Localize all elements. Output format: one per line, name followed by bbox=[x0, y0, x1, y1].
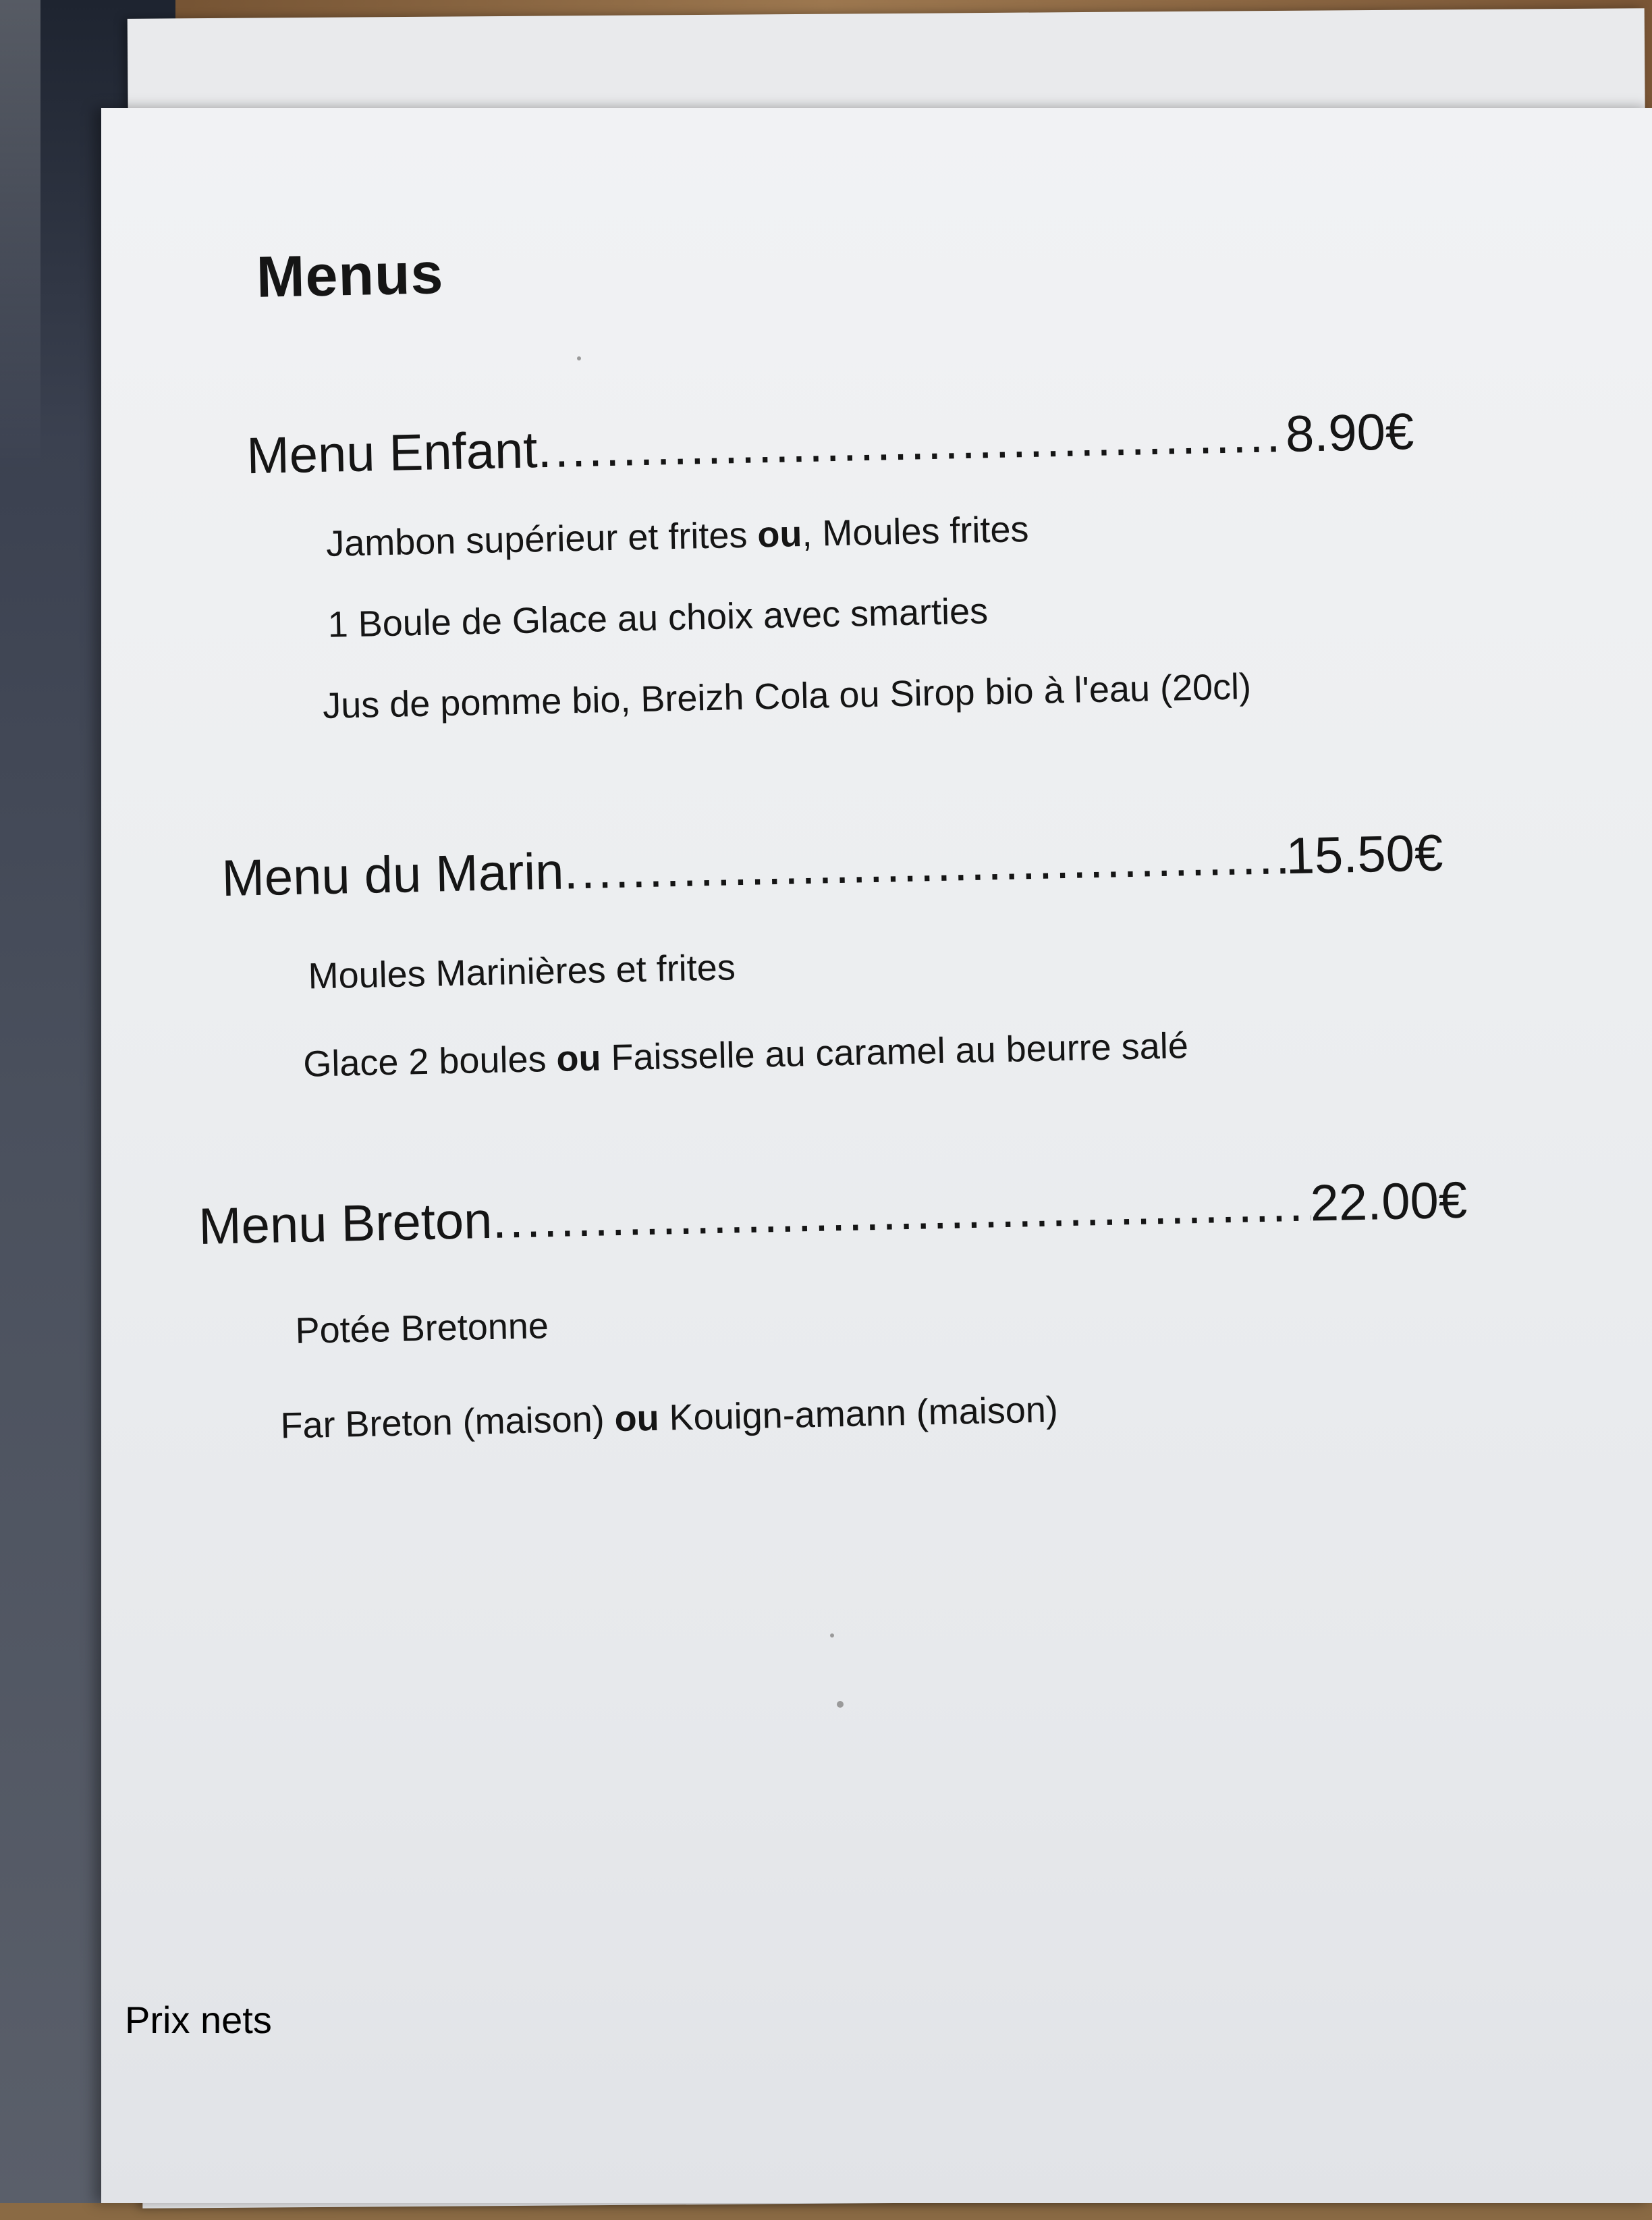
footer-note: Prix nets bbox=[125, 1999, 272, 2041]
page-title: Menus bbox=[255, 241, 445, 310]
menu-name: Menu Breton bbox=[198, 1191, 493, 1256]
menu-item: Jambon supérieur et frites ou, Moules frites bbox=[325, 509, 1030, 564]
menu-marin-header bbox=[221, 823, 1443, 908]
menu-item: Far Breton (maison) ou Kouign-amann (maison) bbox=[279, 1389, 1059, 1446]
menu-breton-header bbox=[198, 1171, 1467, 1256]
menu-price: 8.90€ bbox=[1285, 403, 1414, 464]
menu-item: Moules Marinières et frites bbox=[307, 947, 736, 997]
menu-item: 1 Boule de Glace au choix avec smarties bbox=[327, 591, 989, 645]
paper-speck bbox=[837, 1701, 844, 1708]
menu-item: Jus de pomme bio, Breizh Cola ou Sirop bio à l'eau (20cl) bbox=[322, 666, 1252, 726]
leader-dots bbox=[536, 405, 1286, 479]
menu-price: 15.50€ bbox=[1285, 824, 1444, 886]
menu-enfant-header bbox=[246, 402, 1414, 485]
leader-dots bbox=[492, 1174, 1311, 1250]
leader-dots bbox=[563, 827, 1286, 900]
paper-speck bbox=[830, 1633, 834, 1637]
menu-item: Potée Bretonne bbox=[294, 1305, 549, 1352]
menu-item: Glace 2 boules ou Faisselle au caramel au beurre salé bbox=[302, 1025, 1189, 1085]
menu-price: 22.00€ bbox=[1309, 1171, 1468, 1233]
menu-name: Menu du Marin bbox=[221, 842, 565, 908]
paper-speck bbox=[577, 356, 581, 360]
menu-name: Menu Enfant bbox=[246, 421, 539, 485]
